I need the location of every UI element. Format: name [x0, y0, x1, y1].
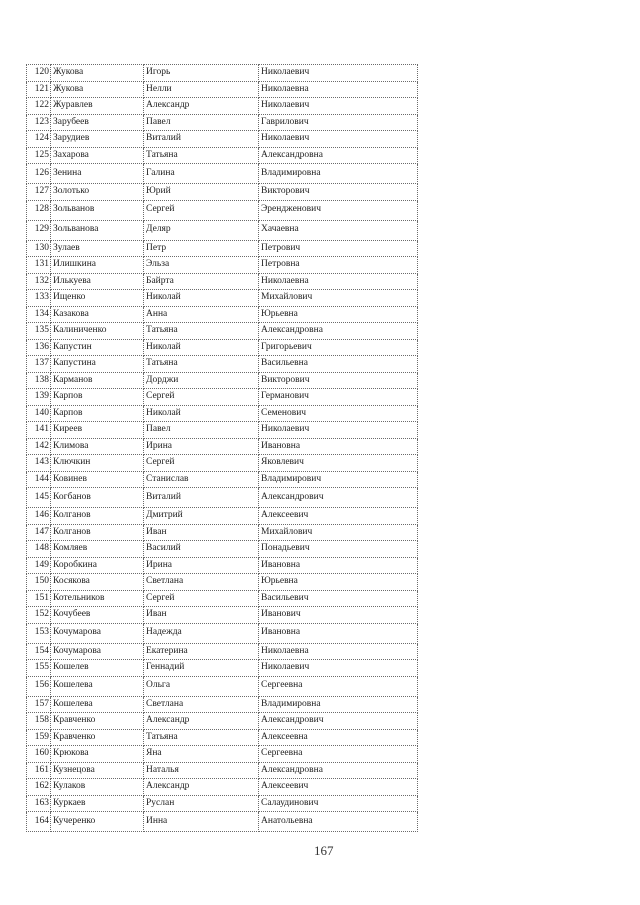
- row-number: 153: [27, 623, 51, 643]
- page-number: 167: [314, 843, 334, 858]
- surname-cell: Кошелев: [51, 660, 144, 677]
- surname-cell: Зарубеев: [51, 114, 144, 131]
- surname-cell: Куркаев: [51, 795, 144, 812]
- table-row: [27, 607, 418, 624]
- surname-cell: Кучеренко: [51, 812, 144, 832]
- patronymic-cell: Юрьевна: [259, 306, 418, 323]
- surname-cell: Жукова: [51, 65, 144, 82]
- surname-cell: Кошелева: [51, 676, 144, 696]
- row-number: 147: [27, 524, 51, 541]
- table-row: [27, 524, 418, 541]
- row-number: 159: [27, 729, 51, 746]
- surname-cell: Комляев: [51, 541, 144, 558]
- given-name-cell: Инна: [144, 812, 259, 832]
- row-number: 134: [27, 306, 51, 323]
- row-number: 137: [27, 356, 51, 373]
- given-name-cell: Сергей: [144, 455, 259, 472]
- table-row: [27, 508, 418, 525]
- patronymic-cell: Александрович: [259, 713, 418, 730]
- surname-cell: Капустин: [51, 339, 144, 356]
- given-name-cell: Татьяна: [144, 356, 259, 373]
- patronymic-cell: Ивановна: [259, 623, 418, 643]
- surname-cell: Кочубеев: [51, 607, 144, 624]
- surname-cell: Кочумарова: [51, 643, 144, 660]
- surname-cell: Жукова: [51, 81, 144, 98]
- row-number: 155: [27, 660, 51, 677]
- surname-cell: Киреев: [51, 422, 144, 439]
- surname-cell: Зольванов: [51, 200, 144, 220]
- surname-cell: Зольванова: [51, 220, 144, 240]
- patronymic-cell: Михайлович: [259, 290, 418, 307]
- patronymic-cell: Алексеевна: [259, 729, 418, 746]
- row-number: 157: [27, 696, 51, 713]
- patronymic-cell: Михайлович: [259, 524, 418, 541]
- row-number: 141: [27, 422, 51, 439]
- given-name-cell: Сергей: [144, 590, 259, 607]
- patronymic-cell: Владимирович: [259, 471, 418, 488]
- table-row: [27, 660, 418, 677]
- given-name-cell: Байрта: [144, 273, 259, 290]
- given-name-cell: Иван: [144, 607, 259, 624]
- patronymic-cell: Яковлевич: [259, 455, 418, 472]
- given-name-cell: Станислав: [144, 471, 259, 488]
- table-row: [27, 455, 418, 472]
- surname-cell: Журавлев: [51, 98, 144, 115]
- table-row: [27, 422, 418, 439]
- row-number: 139: [27, 389, 51, 406]
- given-name-cell: Яна: [144, 746, 259, 763]
- surname-cell: Зенина: [51, 164, 144, 184]
- given-name-cell: Иван: [144, 524, 259, 541]
- row-number: 133: [27, 290, 51, 307]
- patronymic-cell: Николаевич: [259, 65, 418, 82]
- surname-cell: Карпов: [51, 389, 144, 406]
- table-row: [27, 729, 418, 746]
- table-row: [27, 779, 418, 796]
- given-name-cell: Николай: [144, 339, 259, 356]
- row-number: 140: [27, 405, 51, 422]
- surname-cell: Карпов: [51, 405, 144, 422]
- patronymic-cell: Александровна: [259, 762, 418, 779]
- table-row: [27, 339, 418, 356]
- patronymic-cell: Викторович: [259, 184, 418, 201]
- row-number: 129: [27, 220, 51, 240]
- name-table-body: [27, 65, 418, 832]
- table-row: [27, 795, 418, 812]
- surname-cell: Зулаев: [51, 240, 144, 257]
- table-row: [27, 623, 418, 643]
- patronymic-cell: Николаевич: [259, 131, 418, 148]
- table-row: [27, 200, 418, 220]
- row-number: 149: [27, 557, 51, 574]
- name-list-sheet: [26, 64, 416, 832]
- patronymic-cell: Семенович: [259, 405, 418, 422]
- given-name-cell: Геннадий: [144, 660, 259, 677]
- table-row: [27, 372, 418, 389]
- patronymic-cell: Салаудинович: [259, 795, 418, 812]
- patronymic-cell: Александровна: [259, 323, 418, 340]
- patronymic-cell: Алексеевич: [259, 508, 418, 525]
- given-name-cell: Василий: [144, 541, 259, 558]
- table-row: [27, 356, 418, 373]
- table-row: [27, 389, 418, 406]
- surname-cell: Климова: [51, 438, 144, 455]
- given-name-cell: Екатерина: [144, 643, 259, 660]
- table-row: [27, 574, 418, 591]
- given-name-cell: Игорь: [144, 65, 259, 82]
- patronymic-cell: Эрендженович: [259, 200, 418, 220]
- given-name-cell: Светлана: [144, 574, 259, 591]
- given-name-cell: Татьяна: [144, 147, 259, 164]
- patronymic-cell: Петровна: [259, 257, 418, 274]
- patronymic-cell: Иванович: [259, 607, 418, 624]
- table-row: [27, 696, 418, 713]
- given-name-cell: Татьяна: [144, 729, 259, 746]
- surname-cell: Золотько: [51, 184, 144, 201]
- patronymic-cell: Николаевна: [259, 643, 418, 660]
- row-number: 142: [27, 438, 51, 455]
- given-name-cell: Татьяна: [144, 323, 259, 340]
- patronymic-cell: Николаевич: [259, 422, 418, 439]
- given-name-cell: Светлана: [144, 696, 259, 713]
- given-name-cell: Николай: [144, 405, 259, 422]
- row-number: 132: [27, 273, 51, 290]
- patronymic-cell: Николаевич: [259, 660, 418, 677]
- given-name-cell: Деляр: [144, 220, 259, 240]
- row-number: 128: [27, 200, 51, 220]
- row-number: 123: [27, 114, 51, 131]
- given-name-cell: Ольга: [144, 676, 259, 696]
- table-row: [27, 471, 418, 488]
- table-row: [27, 746, 418, 763]
- given-name-cell: Петр: [144, 240, 259, 257]
- table-row: [27, 147, 418, 164]
- surname-cell: Косякова: [51, 574, 144, 591]
- table-row: [27, 98, 418, 115]
- patronymic-cell: Александровна: [259, 147, 418, 164]
- patronymic-cell: Николаевич: [259, 98, 418, 115]
- patronymic-cell: Алексеевич: [259, 779, 418, 796]
- row-number: 162: [27, 779, 51, 796]
- given-name-cell: Виталий: [144, 131, 259, 148]
- row-number: 124: [27, 131, 51, 148]
- surname-cell: Колганов: [51, 524, 144, 541]
- surname-cell: Калиниченко: [51, 323, 144, 340]
- given-name-cell: Дмитрий: [144, 508, 259, 525]
- name-table: [26, 64, 418, 832]
- row-number: 148: [27, 541, 51, 558]
- surname-cell: Казакова: [51, 306, 144, 323]
- patronymic-cell: Александрович: [259, 488, 418, 508]
- given-name-cell: Дорджи: [144, 372, 259, 389]
- patronymic-cell: Владимировна: [259, 164, 418, 184]
- patronymic-cell: Васильевич: [259, 590, 418, 607]
- surname-cell: Илькуева: [51, 273, 144, 290]
- given-name-cell: Виталий: [144, 488, 259, 508]
- table-row: [27, 438, 418, 455]
- row-number: 154: [27, 643, 51, 660]
- patronymic-cell: Васильевна: [259, 356, 418, 373]
- table-row: [27, 65, 418, 82]
- given-name-cell: Эльза: [144, 257, 259, 274]
- table-row: [27, 762, 418, 779]
- row-number: 146: [27, 508, 51, 525]
- table-row: [27, 557, 418, 574]
- table-row: [27, 676, 418, 696]
- surname-cell: Кочумарова: [51, 623, 144, 643]
- patronymic-cell: Анатольевна: [259, 812, 418, 832]
- table-row: [27, 114, 418, 131]
- given-name-cell: Сергей: [144, 389, 259, 406]
- given-name-cell: Сергей: [144, 200, 259, 220]
- given-name-cell: Ирина: [144, 438, 259, 455]
- table-row: [27, 488, 418, 508]
- patronymic-cell: Германович: [259, 389, 418, 406]
- row-number: 130: [27, 240, 51, 257]
- given-name-cell: Александр: [144, 98, 259, 115]
- given-name-cell: Галина: [144, 164, 259, 184]
- table-row: [27, 257, 418, 274]
- row-number: 160: [27, 746, 51, 763]
- row-number: 164: [27, 812, 51, 832]
- surname-cell: Ковинев: [51, 471, 144, 488]
- patronymic-cell: Григорьевич: [259, 339, 418, 356]
- given-name-cell: Наталья: [144, 762, 259, 779]
- table-row: [27, 590, 418, 607]
- row-number: 136: [27, 339, 51, 356]
- surname-cell: Коробкина: [51, 557, 144, 574]
- row-number: 122: [27, 98, 51, 115]
- table-row: [27, 541, 418, 558]
- surname-cell: Кравченко: [51, 729, 144, 746]
- surname-cell: Кошелева: [51, 696, 144, 713]
- table-row: [27, 220, 418, 240]
- surname-cell: Капустина: [51, 356, 144, 373]
- patronymic-cell: Николаевна: [259, 273, 418, 290]
- given-name-cell: Павел: [144, 114, 259, 131]
- patronymic-cell: Николаевна: [259, 81, 418, 98]
- table-row: [27, 81, 418, 98]
- row-number: 156: [27, 676, 51, 696]
- table-row: [27, 405, 418, 422]
- patronymic-cell: Сергеевна: [259, 746, 418, 763]
- given-name-cell: Павел: [144, 422, 259, 439]
- surname-cell: Кравченко: [51, 713, 144, 730]
- given-name-cell: Николай: [144, 290, 259, 307]
- table-row: [27, 131, 418, 148]
- given-name-cell: Руслан: [144, 795, 259, 812]
- patronymic-cell: Ивановна: [259, 557, 418, 574]
- patronymic-cell: Сергеевна: [259, 676, 418, 696]
- patronymic-cell: Петрович: [259, 240, 418, 257]
- surname-cell: Илишкина: [51, 257, 144, 274]
- patronymic-cell: Хачаевна: [259, 220, 418, 240]
- surname-cell: Ключкин: [51, 455, 144, 472]
- surname-cell: Когбанов: [51, 488, 144, 508]
- patronymic-cell: Викторович: [259, 372, 418, 389]
- surname-cell: Кулаков: [51, 779, 144, 796]
- row-number: 126: [27, 164, 51, 184]
- surname-cell: Котельников: [51, 590, 144, 607]
- row-number: 121: [27, 81, 51, 98]
- surname-cell: Захарова: [51, 147, 144, 164]
- given-name-cell: Анна: [144, 306, 259, 323]
- row-number: 120: [27, 65, 51, 82]
- given-name-cell: Ирина: [144, 557, 259, 574]
- given-name-cell: Александр: [144, 779, 259, 796]
- patronymic-cell: Ивановна: [259, 438, 418, 455]
- row-number: 151: [27, 590, 51, 607]
- patronymic-cell: Юрьевна: [259, 574, 418, 591]
- row-number: 135: [27, 323, 51, 340]
- row-number: 138: [27, 372, 51, 389]
- row-number: 145: [27, 488, 51, 508]
- table-row: [27, 643, 418, 660]
- row-number: 150: [27, 574, 51, 591]
- patronymic-cell: Владимировна: [259, 696, 418, 713]
- row-number: 161: [27, 762, 51, 779]
- row-number: 163: [27, 795, 51, 812]
- table-row: [27, 184, 418, 201]
- row-number: 131: [27, 257, 51, 274]
- row-number: 127: [27, 184, 51, 201]
- given-name-cell: Юрий: [144, 184, 259, 201]
- surname-cell: Кузнецова: [51, 762, 144, 779]
- surname-cell: Карманов: [51, 372, 144, 389]
- table-row: [27, 273, 418, 290]
- table-row: [27, 290, 418, 307]
- table-row: [27, 323, 418, 340]
- table-row: [27, 306, 418, 323]
- patronymic-cell: Понадьевич: [259, 541, 418, 558]
- row-number: 144: [27, 471, 51, 488]
- given-name-cell: Надежда: [144, 623, 259, 643]
- given-name-cell: Нелли: [144, 81, 259, 98]
- given-name-cell: Александр: [144, 713, 259, 730]
- row-number: 152: [27, 607, 51, 624]
- surname-cell: Колганов: [51, 508, 144, 525]
- row-number: 158: [27, 713, 51, 730]
- row-number: 125: [27, 147, 51, 164]
- table-row: [27, 240, 418, 257]
- table-row: [27, 164, 418, 184]
- surname-cell: Ищенко: [51, 290, 144, 307]
- patronymic-cell: Гаврилович: [259, 114, 418, 131]
- table-row: [27, 713, 418, 730]
- table-row: [27, 812, 418, 832]
- row-number: 143: [27, 455, 51, 472]
- surname-cell: Зарудиев: [51, 131, 144, 148]
- surname-cell: Крюкова: [51, 746, 144, 763]
